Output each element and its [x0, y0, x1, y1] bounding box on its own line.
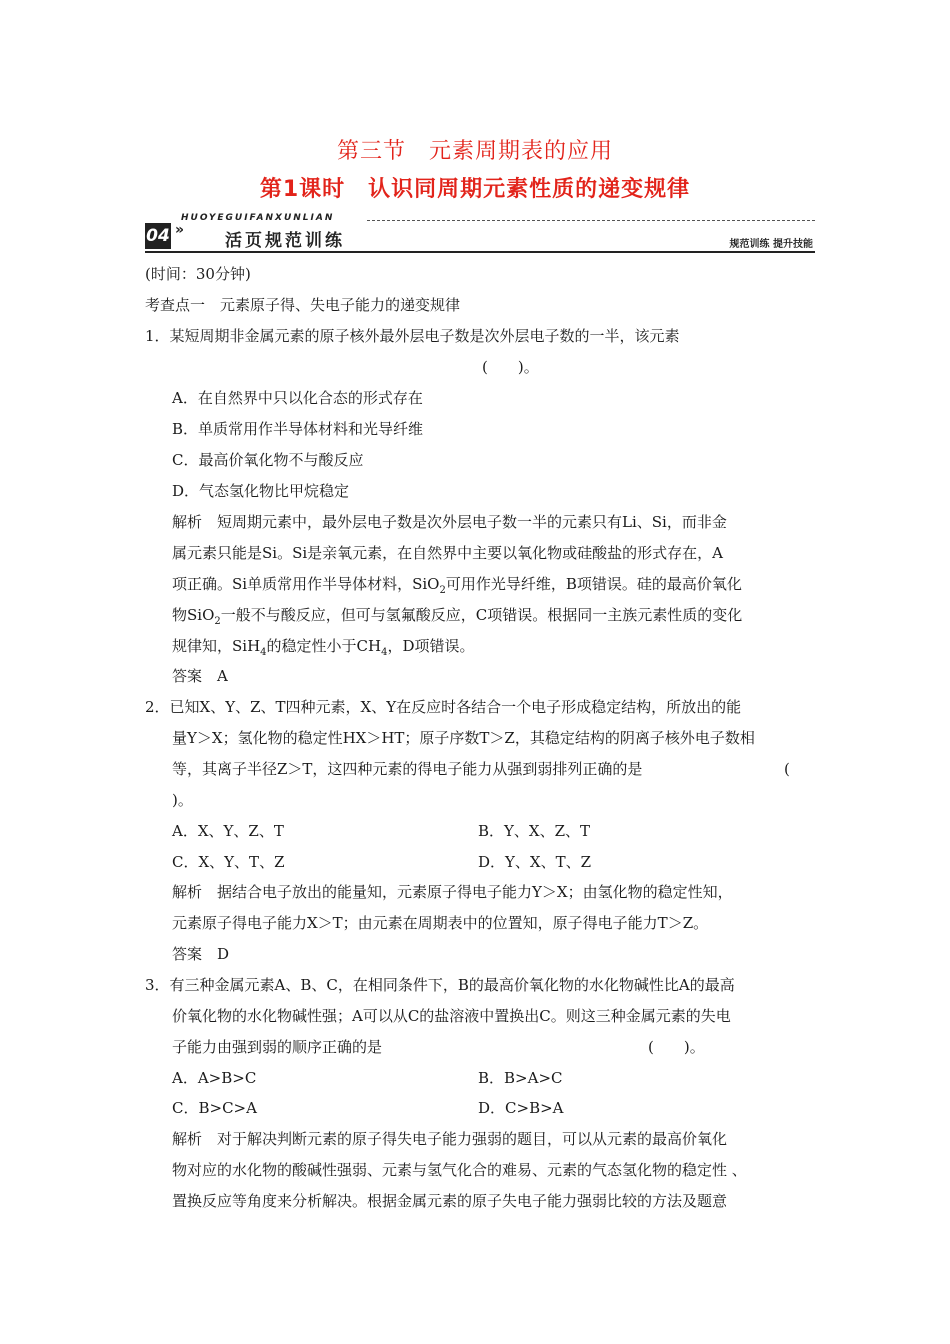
- q1-ex5-subscript2: 4: [381, 647, 388, 658]
- exam-point: 考查点一 元素原子得、失电子能力的递变规律: [145, 296, 461, 314]
- q2-stem-line1: 2．已知X、Y、Z、T四种元素，X、Y在反应时各结合一个电子形成稳定结构，所放出的能: [145, 698, 742, 716]
- q1-ex4-text-a: 物SiO: [172, 606, 215, 624]
- q2-option-b: B．Y、X、Z、T: [478, 822, 591, 840]
- q1-option-a: A．在自然界中只以化合态的形式存在: [172, 389, 423, 407]
- q3-stem-line2: 价氧化物的水化物碱性强；A可以从C的盐溶液中置换出C。则这三种金属元素的失电: [172, 1007, 731, 1025]
- q1-explanation-line2: 属元素只能是Si。Si是亲氧元素，在自然界中主要以氧化物或硅酸盐的形式存在，A: [172, 544, 723, 562]
- q1-ex5-text-a: 规律知，SiH: [172, 637, 261, 655]
- banner-pinyin: HUOYEGUIFANXUNLIAN: [181, 213, 335, 223]
- q3-explanation-line2: 物对应的水化物的酸碱性强弱、元素与氢气化合的难易、元素的气态氢化物的稳定性 、: [172, 1161, 747, 1179]
- banner-rule: [145, 251, 815, 253]
- q2-paren-close: )。: [172, 791, 193, 809]
- q3-option-b: B．B>A>C: [478, 1069, 563, 1087]
- time-limit: (时间：30分钟): [145, 265, 251, 283]
- q1-option-c: C．最高价氧化物不与酸反应: [172, 451, 364, 469]
- q2-explanation-line2: 元素原子得电子能力X＞T；由元素在周期表中的位置知，原子得电子能力T＞Z。: [172, 914, 709, 932]
- q1-answer-blank: ( )。: [482, 358, 539, 376]
- banner-title: 活页规范训练: [225, 231, 345, 251]
- chevron-icon: »: [175, 222, 185, 238]
- q1-ex3-text-b: 可用作光导纤维，B项错误。硅的最高价氧化: [445, 575, 742, 593]
- q1-ex3-subscript: 2: [439, 585, 446, 596]
- q2-option-a: A．X、Y、Z、T: [172, 822, 284, 840]
- q2-option-c: C．X、Y、T、Z: [172, 853, 285, 871]
- q2-answer: 答案 D: [172, 945, 230, 963]
- q3-stem-line3: 子能力由强到弱的顺序正确的是: [172, 1038, 383, 1056]
- q1-answer: 答案 A: [172, 667, 228, 685]
- q1-explanation-line3: [172, 574, 742, 594]
- q3-answer-blank: ( )。: [648, 1038, 705, 1056]
- q1-ex5-text-b: 的稳定性小于CH: [266, 637, 382, 655]
- q1-ex5-subscript1: 4: [260, 647, 267, 658]
- q3-option-d: D．C>B>A: [478, 1099, 564, 1117]
- q3-explanation-line1: 解析 对于解决判断元素的原子得失电子能力强弱的题目，可以从元素的最高价氧化: [172, 1130, 728, 1148]
- q1-ex4-subscript: 2: [214, 616, 221, 627]
- q1-option-d: D．气态氢化物比甲烷稳定: [172, 482, 350, 500]
- q3-explanation-line3: 置换反应等角度来分析解决。根据金属元素的原子失电子能力强弱比较的方法及题意: [172, 1192, 728, 1210]
- q2-explanation-line1: 解析 据结合电子放出的能量知，元素原子得电子能力Y＞X；由氢化物的稳定性知，: [172, 883, 733, 901]
- q1-explanation-line4: [172, 605, 742, 625]
- lesson-title: 第1课时 认识同周期元素性质的递变规律: [259, 177, 691, 202]
- q2-stem-line3: 等，其离子半径Z＞T，这四种元素的得电子能力从强到弱排列正确的是: [172, 760, 643, 778]
- q1-ex3-text-a: 项正确。Si单质常用作半导体材料，SiO: [172, 575, 440, 593]
- q1-explanation-line1: 解析 短周期元素中，最外层电子数是次外层电子数一半的元素只有Li、Si，而非金: [172, 513, 727, 531]
- banner-number: 04: [145, 223, 171, 249]
- q3-option-a: A．A>B>C: [172, 1069, 257, 1087]
- q1-stem-line1: 1．某短周期非金属元素的原子核外最外层电子数是次外层电子数的一半，该元素: [145, 327, 680, 345]
- exercise-banner: [145, 212, 815, 254]
- q3-stem-line1: 3．有三种金属元素A、B、C，在相同条件下，B的最高价氧化物的水化物碱性比A的最高: [145, 976, 735, 994]
- q1-option-b: B．单质常用作半导体材料和光导纤维: [172, 420, 424, 438]
- q3-option-c: C．B>C>A: [172, 1099, 257, 1117]
- q2-stem-line2: 量Y＞X；氢化物的稳定性HX＞HT；原子序数T＞Z，其稳定结构的阴离子核外电子数相: [172, 729, 755, 747]
- q1-explanation-line5: [172, 636, 475, 656]
- q2-option-d: D．Y、X、T、Z: [478, 853, 592, 871]
- q2-paren-open: (: [784, 760, 790, 778]
- section-title: 第三节 元素周期表的应用: [336, 139, 613, 164]
- banner-dashed-line: [367, 220, 815, 221]
- q1-ex4-text-b: 一般不与酸反应，但可与氢氟酸反应，C项错误。根据同一主族元素性质的变化: [220, 606, 743, 624]
- q1-ex5-text-c: ，D项错误。: [387, 637, 475, 655]
- banner-slogan: 规范训练 提升技能: [729, 239, 813, 250]
